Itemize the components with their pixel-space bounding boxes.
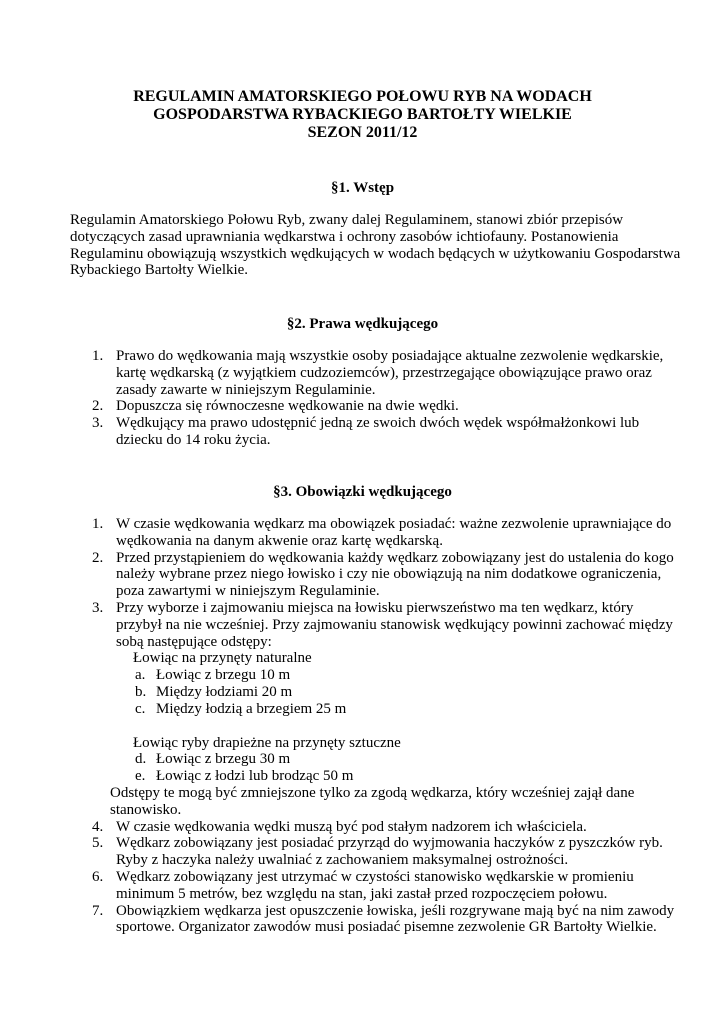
sub-item-letter: d. <box>135 751 147 768</box>
section-2-heading: §2. Prawa wędkującego <box>286 316 439 332</box>
sub-list-item <box>0 701 725 718</box>
item-line: przybył na nie wcześniej. Przy zajmowaniu stanowisk wędkujący powinni zachować między <box>116 616 673 633</box>
list-item <box>0 903 725 937</box>
sub-item-letter: a. <box>135 667 146 684</box>
document-title <box>0 88 725 142</box>
item-number: 2. <box>92 398 104 415</box>
item-line: kartę wędkarską (z wyjątkiem cudzoziemców), przestrzegające obowiązujące prawo oraz <box>116 364 652 381</box>
item-line: Prawo do wędkowania mają wszystkie osoby posiadające aktualne zezwolenie wędkarskie, <box>116 348 664 364</box>
item-number: 3. <box>92 415 104 432</box>
item-line: Wędkujący ma prawo udostępnić jedną ze swoich dwóch wędek współmałżonkowi lub <box>116 415 640 432</box>
sub-item-letter: c. <box>135 700 146 717</box>
list-item <box>0 398 725 415</box>
sub-item-text: Łowiąc z łodzi lub brodząc 50 m <box>156 768 354 785</box>
item-line: zasady zawarte w niniejszym Regulaminie. <box>116 381 376 398</box>
sub-item-text: Między łodzią a brzegiem 25 m <box>156 700 347 717</box>
item-number: 6. <box>92 868 104 885</box>
item-line: Wędkarz zobowiązany jest posiadać przyrząd do wyjmowania haczyków z pyszczków ryb. <box>116 835 663 852</box>
item-line: Przy wyborze i zajmowaniu miejsca na łowisku pierwszeństwo ma ten wędkarz, który <box>116 599 634 616</box>
list-item <box>0 819 725 836</box>
section-1-paragraph <box>70 212 681 279</box>
item-line: należy wybrane przez niego łowisko i czy nie obowiązują na nim dodatkowe ograniczenia, <box>116 566 662 583</box>
sub-item-text: Między łodziami 20 m <box>156 683 293 700</box>
list-item <box>0 516 725 550</box>
sub-item-text: Łowiąc z brzegu 10 m <box>156 667 291 684</box>
sub-item-text: Łowiąc z brzegu 30 m <box>156 751 291 768</box>
list-item <box>0 835 725 869</box>
item-line: Przed przystąpieniem do wędkowania każdy wędkarz zobowiązany jest do ustalenia do kogo <box>116 549 674 566</box>
item-number: 2. <box>92 549 104 566</box>
item-line: poza zawartymi w niniejszym Regulaminie. <box>116 583 380 600</box>
section-3-heading: §3. Obowiązki wędkującego <box>273 484 452 500</box>
item-line: dziecku do 14 roku życia. <box>116 431 271 448</box>
section-1-heading: §1. Wstęp <box>330 180 395 196</box>
item-line: minimum 5 metrów, bez względu na stan, jaki zastał przed rozpoczęciem połowu. <box>116 885 608 902</box>
sub-list-item <box>0 667 725 684</box>
sub-list-item <box>0 684 725 701</box>
paragraph-line: dotyczących zasad uprawniania wędkarstwa i ochrony zasobów ichtiofauny. Postanowienia <box>70 228 619 245</box>
sub-item-letter: b. <box>135 683 147 700</box>
list-item <box>0 869 725 903</box>
item-line: Dopuszcza się równoczesne wędkowanie na dwie wędki. <box>116 398 459 415</box>
section-2-list <box>0 348 725 449</box>
title-line: GOSPODARSTWA RYBACKIEGO BARTOŁTY WIELKIE <box>153 106 572 123</box>
item-line: Ryby z haczyka należy uwalniać z zachowaniem maksymalnej ostrożności. <box>116 852 569 869</box>
sub-item-letter: e. <box>135 768 146 785</box>
sub-list-item <box>0 751 725 768</box>
paragraph-line: Rybackiego Bartołty Wielkie. <box>70 262 249 279</box>
item-number: 3. <box>92 599 104 616</box>
paragraph-line: Regulamin Amatorskiego Połowu Ryb, zwany dalej Regulaminem, stanowi zbiór przepisów <box>70 212 624 228</box>
item-number: 1. <box>92 348 104 364</box>
item-line: wędkowania na danym akwenie oraz kartę wędkarską. <box>116 532 443 549</box>
item-line: W czasie wędkowania wędkarz ma obowiązek posiadać: ważne zezwolenie uprawniające do <box>116 516 672 532</box>
item-number: 4. <box>92 818 104 835</box>
title-line: SEZON 2011/12 <box>307 124 418 141</box>
distance-note-line: Odstępy te mogą być zmniejszone tylko za zgodą wędkarza, który wcześniej zajął dane <box>110 784 635 801</box>
item-line: W czasie wędkowania wędki muszą być pod stałym nadzorem ich właściciela. <box>116 818 587 835</box>
title-line: REGULAMIN AMATORSKIEGO POŁOWU RYB NA WODACH <box>133 88 592 105</box>
distance-group-label: Łowiąc na przynęty naturalne <box>133 650 312 667</box>
distance-group-label: Łowiąc ryby drapieżne na przynęty sztuczne <box>133 734 401 751</box>
item-line: Obowiązkiem wędkarza jest opuszczenie łowiska, jeśli rozgrywane mają być na nim zawody <box>116 902 675 919</box>
sub-list-item <box>0 768 725 785</box>
list-item <box>0 550 725 600</box>
item-line: sobą następujące odstępy: <box>116 633 272 650</box>
list-item <box>0 600 725 819</box>
distance-note-line: stanowisko. <box>110 801 182 818</box>
list-item <box>0 415 725 449</box>
item-number: 5. <box>92 835 104 852</box>
item-line: Wędkarz zobowiązany jest utrzymać w czystości stanowisko wędkarskie w promieniu <box>116 868 634 885</box>
section-3-list <box>0 516 725 936</box>
paragraph-line: Regulaminu obowiązują wszystkich wędkujących w wodach będących w użytkowaniu Gospodarstwa <box>70 245 681 262</box>
item-line: sportowe. Organizator zawodów musi posiadać pisemne zezwolenie GR Bartołty Wielkie. <box>116 919 657 936</box>
spacer <box>0 718 725 735</box>
item-number: 7. <box>92 902 104 919</box>
list-item <box>0 348 725 398</box>
item-number: 1. <box>92 516 104 532</box>
